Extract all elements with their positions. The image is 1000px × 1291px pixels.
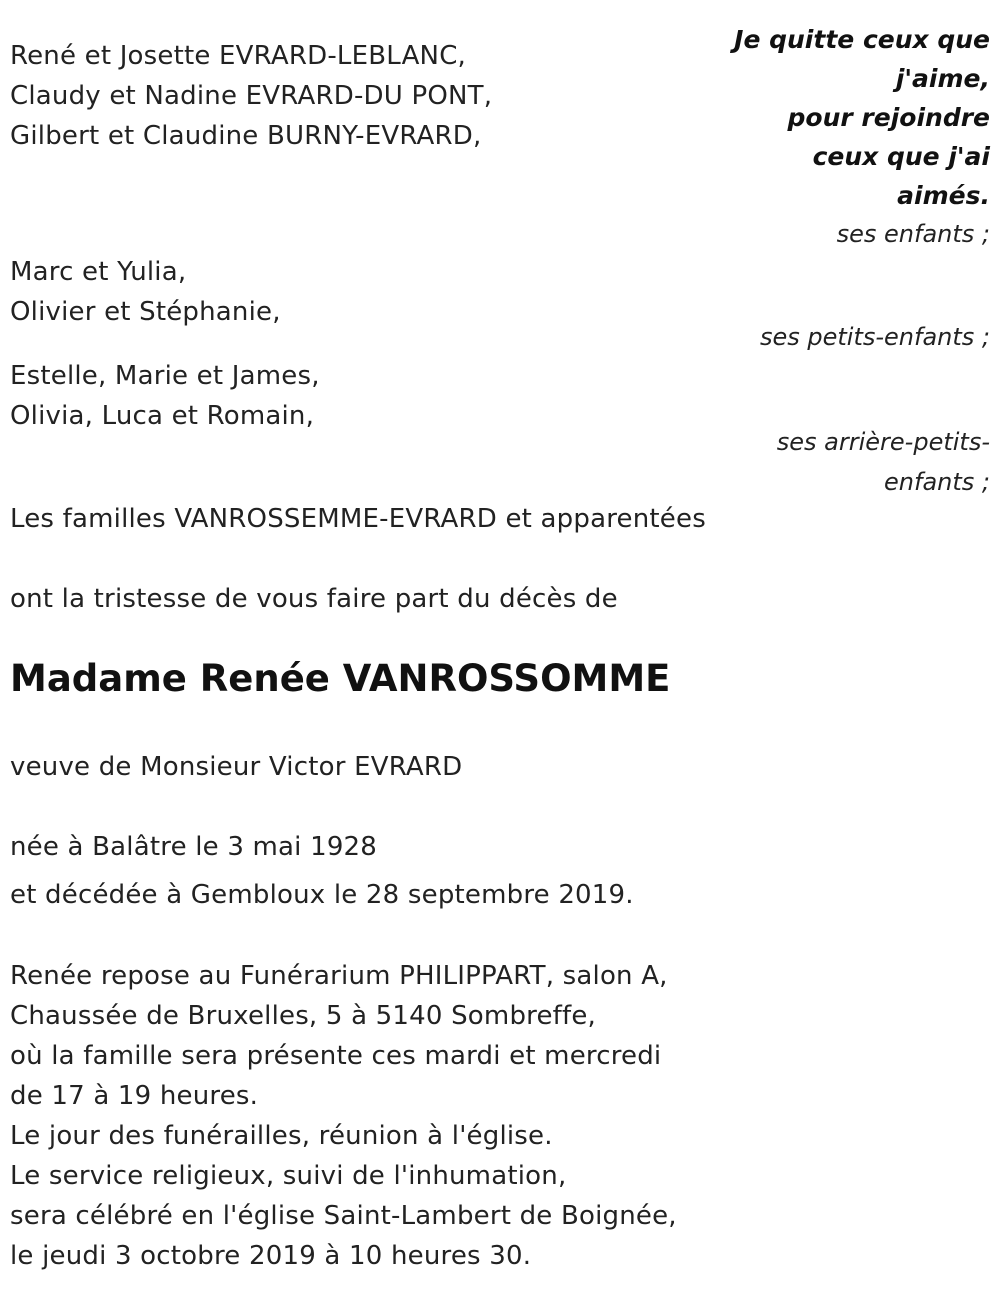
funeral-line: Chaussée de Bruxelles, 5 à 5140 Sombreffe, xyxy=(10,1001,597,1031)
grandchild-line: Marc et Yulia, xyxy=(10,257,187,287)
great-grandchild-line: Olivia, Luca et Romain, xyxy=(10,401,315,431)
quote-line: Je quitte ceux que xyxy=(734,25,990,54)
birth-info: née à Balâtre le 3 mai 1928 xyxy=(10,832,378,862)
label-grandchildren: ses petits-enfants ; xyxy=(759,323,990,351)
label-great-grandchildren xyxy=(777,422,990,502)
funeral-line: le jeudi 3 octobre 2019 à 10 heures 30. xyxy=(10,1241,532,1271)
announcement: ont la tristesse de vous faire part du décès de xyxy=(10,584,618,614)
quote-line: pour rejoindre xyxy=(787,103,990,132)
child-line: Claudy et Nadine EVRARD-DU PONT, xyxy=(10,81,493,111)
grandchild-line: Olivier et Stéphanie, xyxy=(10,297,281,327)
great-grandchild-line: Estelle, Marie et James, xyxy=(10,361,320,391)
great-grandchildren-list xyxy=(10,356,320,436)
quote-line: aimés. xyxy=(897,181,990,210)
grandchildren-list xyxy=(10,252,281,332)
funeral-line: où la famille sera présente ces mardi et mercredi xyxy=(10,1041,662,1071)
quote xyxy=(734,20,990,215)
funeral-line: Le jour des funérailles, réunion à l'église. xyxy=(10,1121,553,1151)
quote-line: ceux que j'ai xyxy=(812,142,990,171)
children-list xyxy=(10,36,492,156)
funeral-line: Renée repose au Funérarium PHILIPPART, salon A, xyxy=(10,961,668,991)
child-line: Gilbert et Claudine BURNY-EVRARD, xyxy=(10,121,482,151)
death-info: et décédée à Gembloux le 28 septembre 2019. xyxy=(10,880,634,910)
quote-line: j'aime, xyxy=(895,64,990,93)
label-line: enfants ; xyxy=(884,468,990,496)
families-line: Les familles VANROSSEMME-EVRARD et apparentées xyxy=(10,504,706,534)
funeral-line: Le service religieux, suivi de l'inhumation, xyxy=(10,1161,567,1191)
label-children: ses enfants ; xyxy=(836,220,990,248)
label-line: ses arrière-petits- xyxy=(776,428,990,456)
widow-of: veuve de Monsieur Victor EVRARD xyxy=(10,752,463,782)
deceased-name: Madame Renée VANROSSOMME xyxy=(10,657,671,700)
child-line: René et Josette EVRARD-LEBLANC, xyxy=(10,41,467,71)
funeral-line: de 17 à 19 heures. xyxy=(10,1081,259,1111)
funeral-details xyxy=(10,956,677,1276)
funeral-line: sera célébré en l'église Saint-Lambert de Boignée, xyxy=(10,1201,677,1231)
